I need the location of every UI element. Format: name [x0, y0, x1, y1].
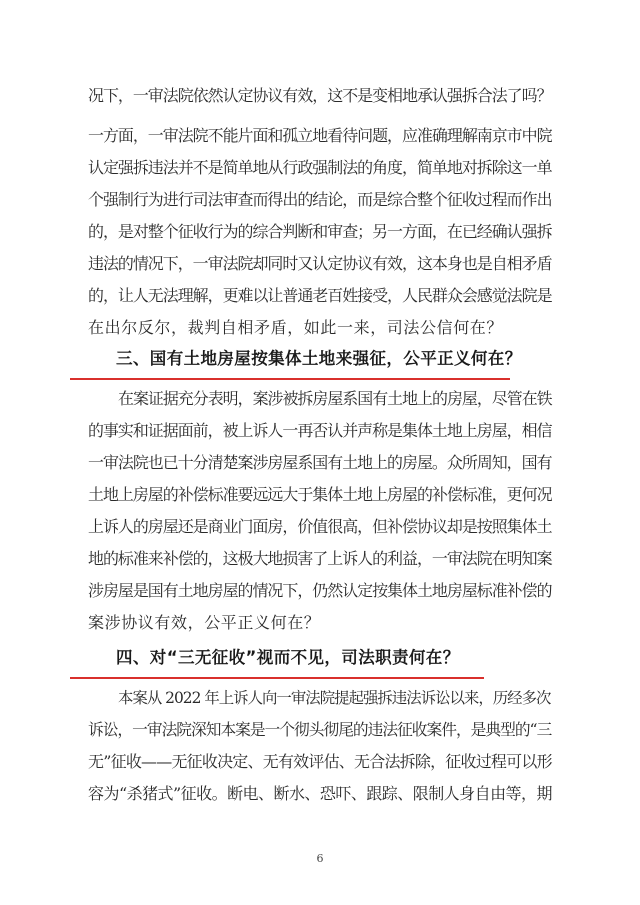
body-line: 个强制行为进行司法审查而得出的结论，而是综合整个征收过程而作出 [88, 190, 552, 209]
body-line: 认定强拆违法并不是简单地从行政强制法的角度，简单地对拆除这一单 [88, 158, 552, 177]
body-line: 况下，一审法院依然认定协议有效，这不是变相地承认强拆合法了吗？ [88, 86, 552, 105]
heading-underline [70, 378, 510, 380]
body-line: 涉房屋是国有土地房屋的情况下，仍然认定按集体土地房屋标准补偿的 [88, 581, 552, 600]
body-line: 容为“杀猪式”征收。断电、断水、恐吓、跟踪、限制人身自由等，期 [88, 784, 552, 803]
body-line: 无”征收——无征收决定、无有效评估、无合法拆除，征收过程可以形 [88, 752, 552, 771]
body-line: 一方面，一审法院不能片面和孤立地看待问题，应准确理解南京市中院 [88, 126, 552, 145]
body-line: 上诉人的房屋还是商业门面房，价值很高，但补偿协议却是按照集体土 [88, 517, 552, 536]
body-line: 土地上房屋的补偿标准要远远大于集体土地上房屋的补偿标准，更何况 [88, 485, 552, 504]
section-heading-4: 四、对“三无征收”视而不见，司法职责何在？ [116, 648, 460, 667]
body-line: 案涉协议有效，公平正义何在？ [88, 613, 321, 632]
body-line: 诉讼，一审法院深知本案是一个彻头彻尾的违法征收案件，是典型的“三 [88, 720, 552, 739]
body-line: 违法的情况下，一审法院却同时又认定协议有效，这本身也是自相矛盾 [88, 254, 552, 273]
body-line: 在出尔反尔，裁判自相矛盾，如此一来，司法公信何在？ [88, 318, 504, 337]
body-line: 的事实和证据面前，被上诉人一再否认并声称是集体土地上房屋，相信 [88, 421, 552, 440]
body-line: 本案从 2022 年上诉人向一审法院提起强拆违法诉讼以来，历经多次 [118, 689, 551, 707]
body-line: 一审法院也已十分清楚案涉房屋系国有土地上的房屋。众所周知，国有 [88, 453, 552, 472]
body-line: 地的标准来补偿的，这极大地损害了上诉人的利益，一审法院在明知案 [88, 549, 552, 568]
body-line: 的，让人无法理解，更难以让普通老百姓接受，人民群众会感觉法院是 [88, 286, 552, 305]
heading-underline [70, 677, 484, 679]
page-number: 6 [316, 852, 324, 865]
body-line: 在案证据充分表明，案涉被拆房屋系国有土地上的房屋，尽管在铁 [118, 389, 552, 408]
body-line: 的，是对整个征收行为的综合判断和审查；另一方面，在已经确认强拆 [88, 222, 552, 241]
section-heading-3: 三、国有土地房屋按集体土地来强征，公平正义何在？ [116, 349, 522, 368]
